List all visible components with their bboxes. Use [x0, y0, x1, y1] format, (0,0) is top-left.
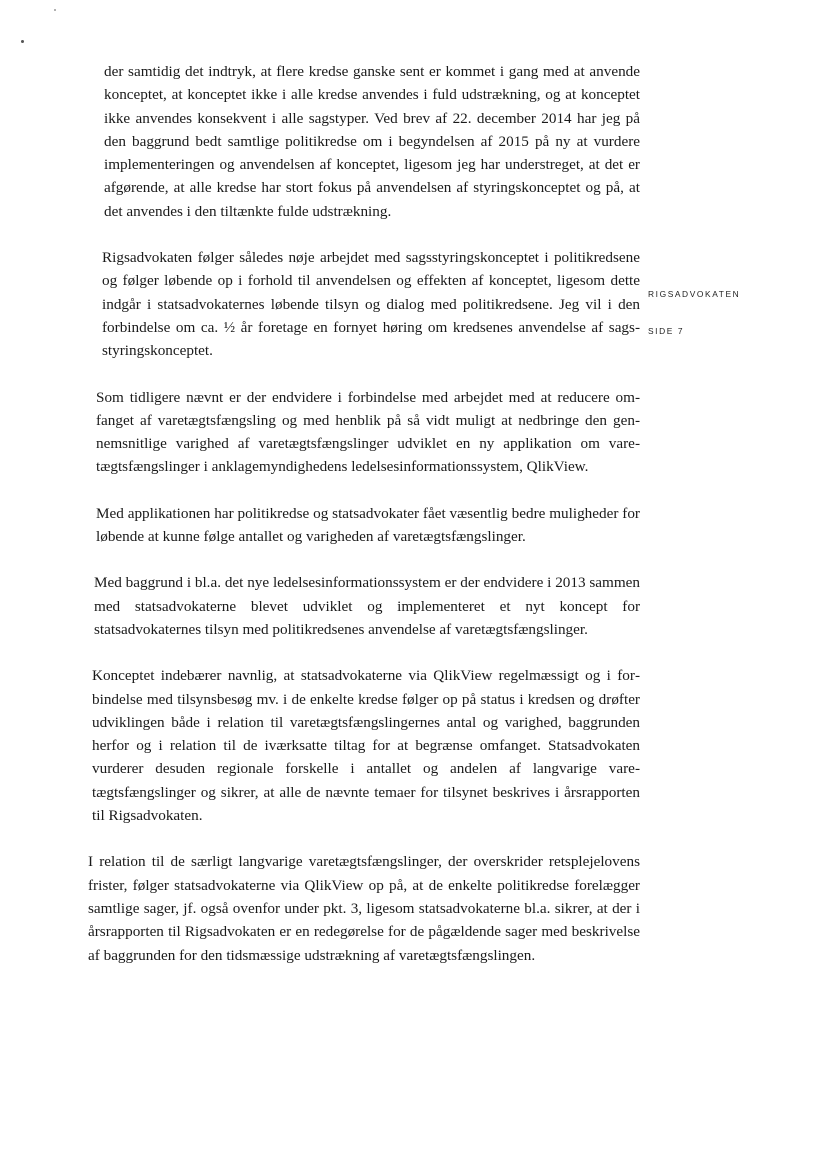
paragraph-concept-details: Konceptet indebærer navnlig, at statsadvokaterne via QlikView regelmæssigt og i forbindelse med tilsynsbesøg mv. i de enkelte kredse følger op på status i kredsen og drøfter udviklingen både i relation til varetægtsfængslingernes antal og varighed, baggrunden herfor og i relation til de iværksatte tiltag for at begrænse omfanget. Statsadvokaten vurderer desuden regionale forskelle i antallet og andelen af langvarige varetægtsfængslinger og sikrer, at alle de nævnte temaer for tilsynet beskrives i årsrapporten til Rigsadvokaten.: [92, 667, 640, 825]
page-sidebar: [648, 289, 798, 336]
paragraph-supervision-concept: Med baggrund i bl.a. det nye ledelsesinformationssystem er der endvidere i 2013 sammen med statsadvokaterne blevet udviklet og implementeret et nyt koncept for statsadvokaternes tilsyn med politikredsenes anvendelse af varetægtsfængslinger.: [94, 574, 640, 638]
paragraph-qlikview-application: Som tidligere nævnt er der endvidere i forbindelse med arbejdet med at reducere omfanget af varetægtsfængsling og med henblik på så vidt muligt at nedbringe den gennemsnitlige varighed af varetægtsfængslinger udviklet en ny applikation om varetægtsfængslinger i anklagemyndighedens ledelsesinformationssystem, QlikView.: [96, 388, 640, 476]
letter-body: [88, 60, 640, 990]
paragraph-concept-status: der samtidig det indtryk, at flere kredse ganske sent er kommet i gang med at anvende konceptet, at konceptet ikke i alle kredse anvendes i fuld udstrækning, og at konceptet ikke anvendes konsekvent i alle sagstyper. Ved brev af 22. december 2014 har jeg på den baggrund bedt samtlige politikredse om i begyndelsen af 2015 på ny at vurdere implementeringen og anvendelsen af konceptet, ligesom jeg har understreget, at det er afgørende, at alle kredse har stort fokus på anvendelsen af styringskonceptet og på, at det anvendes i den tiltænkte fulde udstrækning.: [104, 63, 640, 220]
paragraph-improved-monitoring: Med applikationen har politikredse og statsadvokater fået væsentlig bedre muligheder for løbende at kunne følge antallet og varigheden af varetægtsfængslinger.: [96, 504, 640, 546]
paragraph-follow-up: Rigsadvokaten følger således nøje arbejdet med sagsstyringskonceptet i politikredsene og følger løbende op i forhold til anvendelsen og effekten af konceptet, ligesom dette indgår i statsadvokaternes løbende tilsyn og dialog med politikredsene. Jeg vil i den forbindelse om ca. ½ år foretage en fornyet høring om kredsenes anvendelse af sagsstyringskonceptet.: [102, 249, 640, 360]
scan-speck: [54, 9, 56, 11]
page-number: SIDE 7: [648, 326, 685, 336]
paragraph-long-detentions: I relation til de særligt langvarige varetægtsfængslinger, der overskrider retsplejelovens frister, følger statsadvokaterne via QlikView op på, at de enkelte politikredse forelægger samtlige sager, jf. også ovenfor under pkt. 3, ligesom statsadvokaterne bl.a. sikrer, at der i årsrapporten til Rigsadvokaten er en redegørelse for de pågældende sager med beskrivelse af baggrunden for den tidsmæssige udstrækning af varetægtsfængslingen.: [88, 853, 640, 964]
organization-name: RIGSADVOKATEN: [648, 289, 741, 299]
scan-speck: [21, 40, 24, 43]
